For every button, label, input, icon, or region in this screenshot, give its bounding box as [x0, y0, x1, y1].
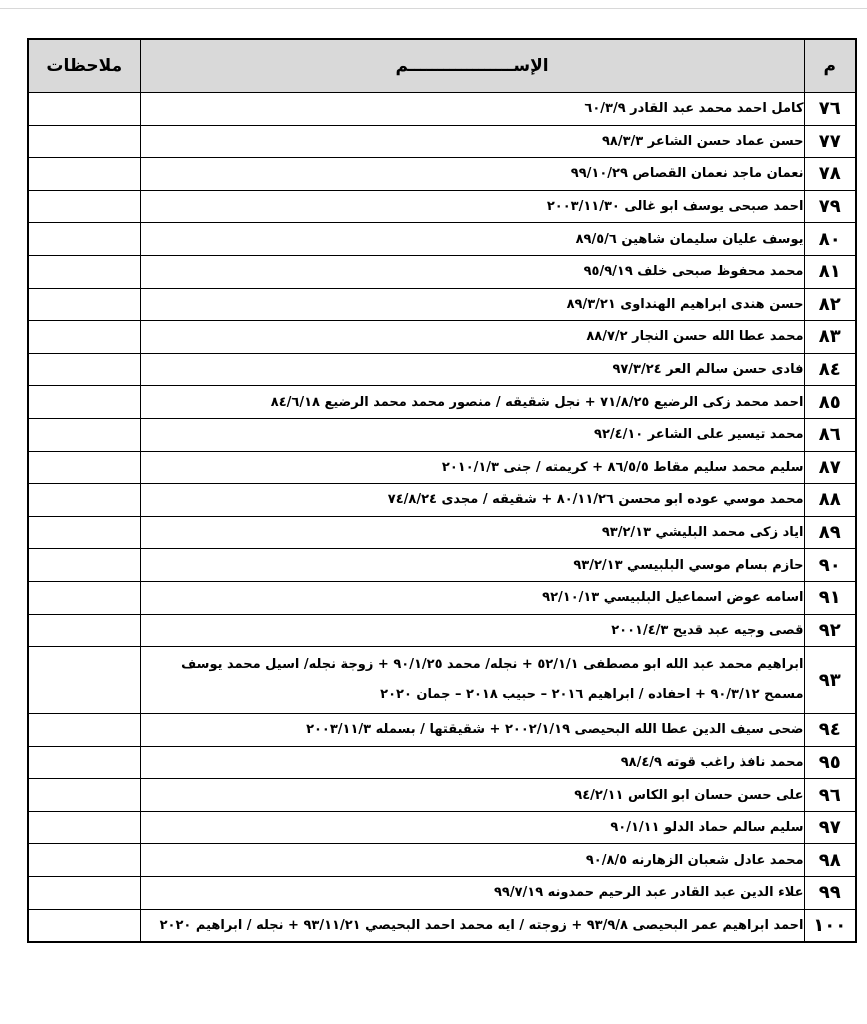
row-notes: [28, 714, 140, 747]
table-row: [28, 321, 856, 354]
row-number: ٨٦: [804, 418, 856, 451]
table-row: [28, 484, 856, 517]
row-notes: [28, 288, 140, 321]
table-row: [28, 909, 856, 942]
row-number: ٨٢: [804, 288, 856, 321]
table-row: [28, 714, 856, 747]
row-notes: [28, 255, 140, 288]
row-notes: [28, 321, 140, 354]
row-name: قصى وجيه عبد قديح ٢٠٠١/٤/٣: [140, 614, 804, 647]
row-notes: [28, 451, 140, 484]
row-name: حسن هندى ابراهيم الهنداوى ٨٩/٣/٢١: [140, 288, 804, 321]
row-name: محمد موسي عوده ابو محسن ٨٠/١١/٢٦ + شقيقه / مجدى ٧٤/٨/٢٤: [140, 484, 804, 517]
row-name: على حسن حسان ابو الكاس ٩٤/٢/١١: [140, 779, 804, 812]
row-notes: [28, 614, 140, 647]
row-number: ٨٩: [804, 516, 856, 549]
row-notes: [28, 93, 140, 126]
table-row: [28, 386, 856, 419]
row-number: ٩٣: [804, 647, 856, 714]
row-number: ٨٣: [804, 321, 856, 354]
row-name: محمد عادل شعبان الزهارنه ٩٠/٨/٥: [140, 844, 804, 877]
table-row: [28, 93, 856, 126]
row-name: ضحى سيف الدين عطا الله البحيصى ٢٠٠٢/١/١٩ + شقيقتها / بسمله ٢٠٠٣/١١/٣: [140, 714, 804, 747]
row-name: علاء الدين عبد القادر عبد الرحيم حمدونه ٩٩/٧/١٩: [140, 877, 804, 910]
row-number: ١٠٠: [804, 909, 856, 942]
row-name: احمد ابراهيم عمر البحيصى ٩٣/٩/٨ + زوجته / ايه محمد احمد البحيصي ٩٣/١١/٢١ + نجله / ابراهيم ٢٠٢٠: [140, 909, 804, 942]
row-name: حازم بسام موسي البلبيسي ٩٣/٢/١٣: [140, 549, 804, 582]
row-number: ٧٦: [804, 93, 856, 126]
row-number: ٩٢: [804, 614, 856, 647]
row-notes: [28, 353, 140, 386]
table-row: [28, 614, 856, 647]
row-notes: [28, 581, 140, 614]
row-number: ٨٤: [804, 353, 856, 386]
row-notes: [28, 746, 140, 779]
row-name: اياد زكى محمد البليشي ٩٣/٢/١٣: [140, 516, 804, 549]
row-name: محمد تيسير على الشاعر ٩٢/٤/١٠: [140, 418, 804, 451]
table-row: [28, 746, 856, 779]
table-row: [28, 516, 856, 549]
row-name: احمد صبحى يوسف ابو غالى ٢٠٠٣/١١/٣٠: [140, 190, 804, 223]
row-number: ٧٧: [804, 125, 856, 158]
row-name: اسامه عوض اسماعيل البلبيسي ٩٢/١٠/١٣: [140, 581, 804, 614]
table-row: [28, 451, 856, 484]
row-number: ٨١: [804, 255, 856, 288]
row-notes: [28, 484, 140, 517]
row-notes: [28, 190, 140, 223]
row-name: حسن عماد حسن الشاعر ٩٨/٣/٣: [140, 125, 804, 158]
row-notes: [28, 418, 140, 451]
row-number: ٩٠: [804, 549, 856, 582]
row-number: ٩٩: [804, 877, 856, 910]
row-number: ٩٧: [804, 811, 856, 844]
table-row: [28, 125, 856, 158]
row-notes: [28, 877, 140, 910]
row-name: سليم محمد سليم مقاط ٨٦/٥/٥ + كريمته / جنى ٢٠١٠/١/٣: [140, 451, 804, 484]
row-number: ٩٥: [804, 746, 856, 779]
row-name: محمد عطا الله حسن النجار ٨٨/٧/٢: [140, 321, 804, 354]
row-name: ابراهيم محمد عبد الله ابو مصطفى ٥٢/١/١ + نجله/ محمد ٩٠/١/٢٥ + زوجة نجله/ اسيل محمد يوسف مسمح ٩٠/٣/١٢ + احفاده / ابراهيم ٢٠١٦ – حبيب ٢٠١٨ – جمان ٢٠٢٠: [140, 647, 804, 714]
table-header-row: [28, 39, 856, 93]
table-row: [28, 877, 856, 910]
table-body: [28, 93, 856, 943]
row-notes: [28, 549, 140, 582]
table-row: [28, 190, 856, 223]
header-num: م: [804, 39, 856, 93]
table-row: [28, 549, 856, 582]
row-name: فادى حسن سالم العر ٩٧/٣/٢٤: [140, 353, 804, 386]
row-number: ٧٩: [804, 190, 856, 223]
row-name: محمد نافذ راغب قوته ٩٨/٤/٩: [140, 746, 804, 779]
row-notes: [28, 811, 140, 844]
row-number: ٩٦: [804, 779, 856, 812]
row-name: يوسف عليان سليمان شاهين ٨٩/٥/٦: [140, 223, 804, 256]
row-notes: [28, 223, 140, 256]
table-row: [28, 158, 856, 191]
row-number: ٨٥: [804, 386, 856, 419]
row-number: ٨٨: [804, 484, 856, 517]
row-name: كامل احمد محمد عبد القادر ٦٠/٣/٩: [140, 93, 804, 126]
row-notes: [28, 125, 140, 158]
header-name: الإســــــــــــــــــم: [140, 39, 804, 93]
row-number: ٨٧: [804, 451, 856, 484]
row-name: احمد محمد زكى الرضيع ٧١/٨/٢٥ + نجل شقيقه / منصور محمد محمد الرضيع ٨٤/٦/١٨: [140, 386, 804, 419]
row-number: ٧٨: [804, 158, 856, 191]
row-notes: [28, 647, 140, 714]
table-row: [28, 811, 856, 844]
table-row: [28, 647, 856, 714]
row-number: ٩٤: [804, 714, 856, 747]
table-row: [28, 779, 856, 812]
names-table: [27, 38, 857, 943]
table-row: [28, 255, 856, 288]
table-row: [28, 288, 856, 321]
row-notes: [28, 844, 140, 877]
row-notes: [28, 386, 140, 419]
row-notes: [28, 158, 140, 191]
row-name: محمد محفوظ صبحى خلف ٩٥/٩/١٩: [140, 255, 804, 288]
table-row: [28, 418, 856, 451]
table-row: [28, 581, 856, 614]
row-number: ٨٠: [804, 223, 856, 256]
table-row: [28, 844, 856, 877]
row-notes: [28, 516, 140, 549]
row-name: سليم سالم حماد الدلو ٩٠/١/١١: [140, 811, 804, 844]
top-divider: [0, 8, 867, 9]
row-number: ٩١: [804, 581, 856, 614]
table-row: [28, 353, 856, 386]
row-notes: [28, 909, 140, 942]
table-row: [28, 223, 856, 256]
row-name: نعمان ماجد نعمان القصاص ٩٩/١٠/٢٩: [140, 158, 804, 191]
header-notes: ملاحظات: [28, 39, 140, 93]
row-number: ٩٨: [804, 844, 856, 877]
row-notes: [28, 779, 140, 812]
